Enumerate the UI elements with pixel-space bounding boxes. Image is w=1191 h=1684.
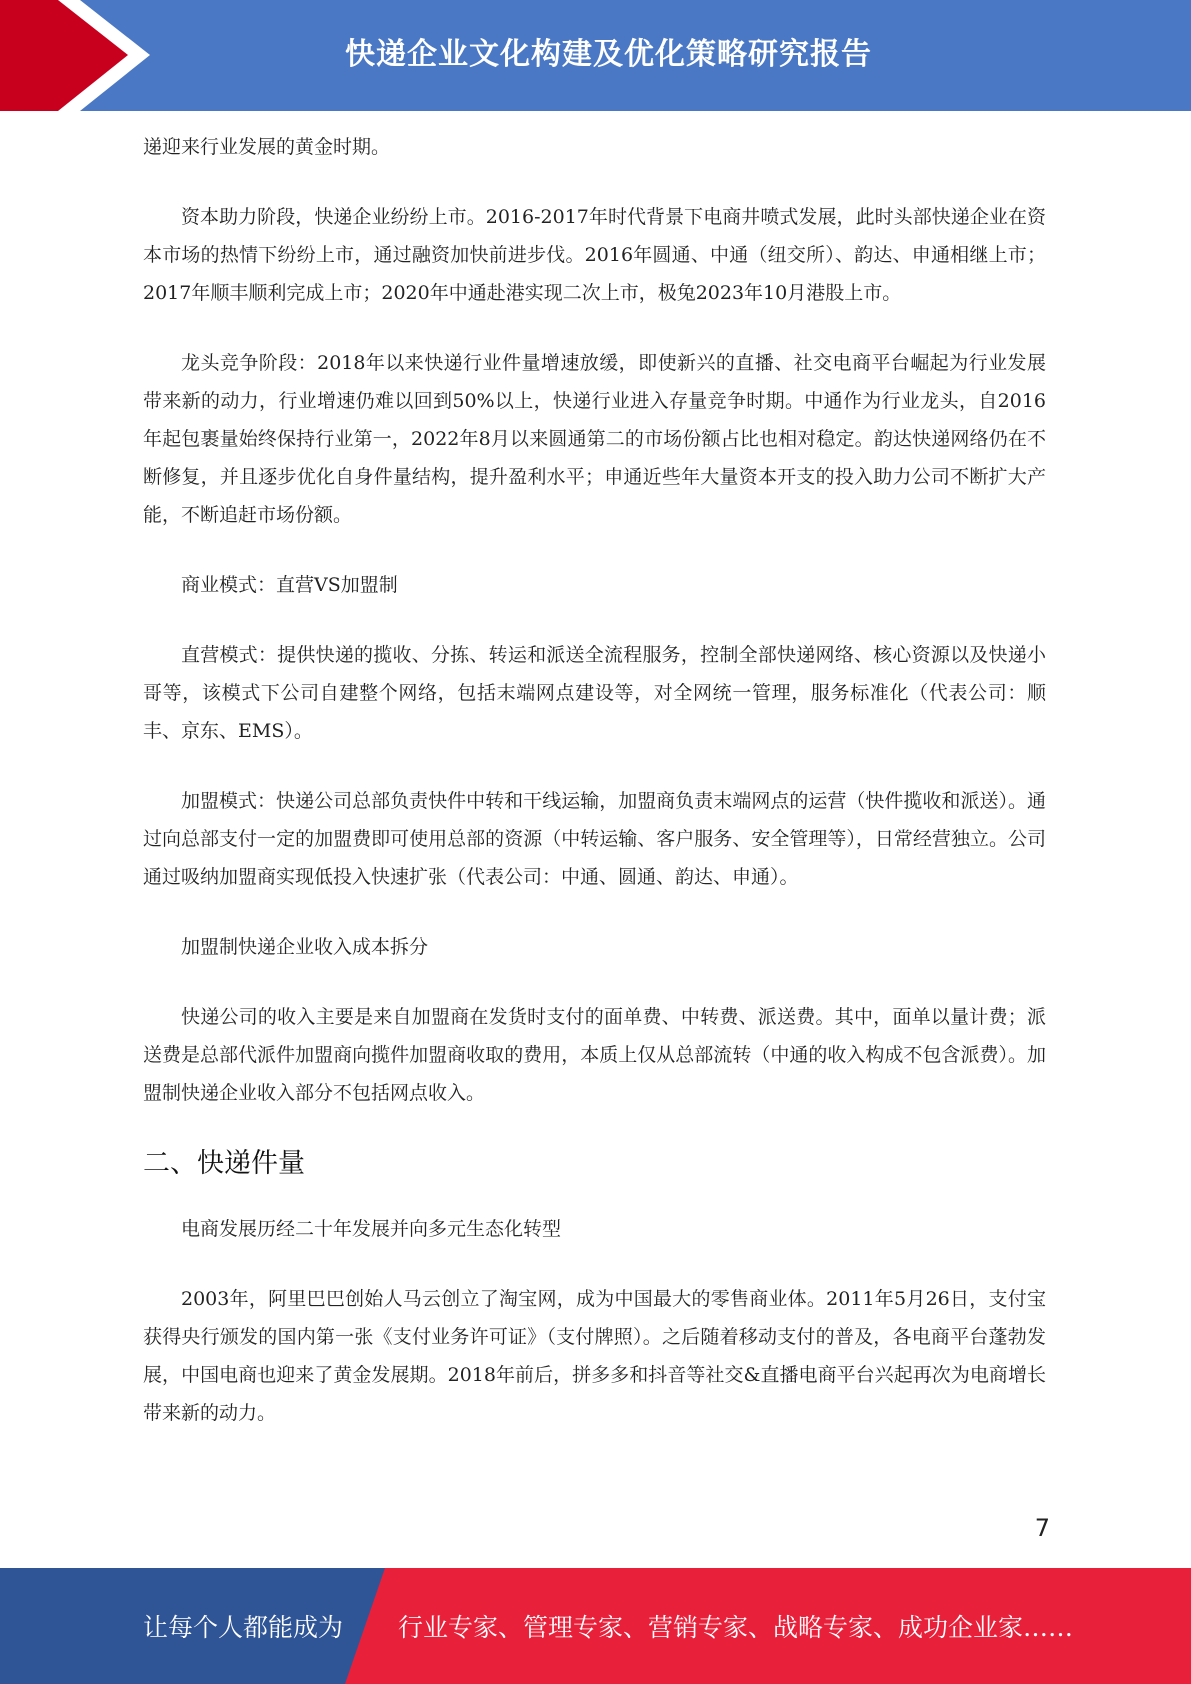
paragraph-revenue-cost-title: 加盟制快递企业收入成本拆分	[181, 936, 429, 958]
section-heading: 二、快递件量	[143, 1148, 305, 1179]
page-header	[0, 0, 1191, 111]
paragraph-revenue-detail: 快递公司的收入主要是来自加盟商在发货时支付的面单费、中转费、派送费。其中，面单以量计费；派送费是总部代派件加盟商向揽件加盟商收取的费用，本质上仅从总部流转（中通的收入构成不包含派费）。加盟制快递企业收入部分不包括网点收入。	[143, 1006, 1046, 1104]
paragraph-direct-model: 直营模式：提供快递的揽收、分拣、转运和派送全流程服务，控制全部快递网络、核心资源以及快递小哥等，该模式下公司自建整个网络，包括末端网点建设等，对全网统一管理，服务标准化（代表公司：顺丰、京东、EMS）。	[143, 644, 1046, 742]
footer-slogan-right: 行业专家、管理专家、营销专家、战略专家、成功企业家……	[398, 1613, 1074, 1642]
page-number: 7	[1034, 1514, 1050, 1542]
document-body	[143, 128, 1046, 1464]
paragraph-ecommerce-history: 2003年，阿里巴巴创始人马云创立了淘宝网，成为中国最大的零售商业体。2011年5月26日，支付宝获得央行颁发的国内第一张《支付业务许可证》（支付牌照）。之后随着移动支付的普及，各电商平台蓬勃发展，中国电商也迎来了黄金发展期。2018年前后，拼多多和抖音等社交&直播电商平台兴起再次为电商增长带来新的动力。	[143, 1288, 1046, 1424]
footer-slogan-left: 让每个人都能成为	[143, 1613, 344, 1642]
page-footer	[0, 1568, 1191, 1684]
header-title: 快递企业文化构建及优化策略研究报告	[345, 36, 872, 72]
paragraph-ecommerce-title: 电商发展历经二十年发展并向多元生态化转型	[181, 1218, 562, 1240]
paragraph-continuation: 递迎来行业发展的黄金时期。	[143, 136, 391, 158]
paragraph-capital-stage: 资本助力阶段，快递企业纷纷上市。2016-2017年时代背景下电商井喷式发展，此时头部快递企业在资本市场的热情下纷纷上市，通过融资加快前进步伐。2016年圆通、中通（纽交所）、韵达、申通相继上市；2017年顺丰顺利完成上市；2020年中通赴港实现二次上市，极兔2023年10月港股上市。	[143, 206, 1046, 304]
paragraph-business-model-title: 商业模式：直营VS加盟制	[181, 574, 398, 596]
paragraph-franchise-model: 加盟模式：快递公司总部负责快件中转和干线运输，加盟商负责末端网点的运营（快件揽收和派送）。通过向总部支付一定的加盟费即可使用总部的资源（中转运输、客户服务、安全管理等），日常经营独立。公司通过吸纳加盟商实现低投入快速扩张（代表公司：中通、圆通、韵达、申通）。	[143, 790, 1046, 888]
paragraph-leader-competition: 龙头竞争阶段：2018年以来快递行业件量增速放缓，即使新兴的直播、社交电商平台崛起为行业发展带来新的动力，行业增速仍难以回到50%以上，快递行业进入存量竞争时期。中通作为行业龙头，自2016年起包裹量始终保持行业第一，2022年8月以来圆通第二的市场份额占比也相对稳定。韵达快递网络仍在不断修复，并且逐步优化自身件量结构，提升盈利水平；申通近些年大量资本开支的投入助力公司不断扩大产能，不断追赶市场份额。	[143, 352, 1046, 526]
